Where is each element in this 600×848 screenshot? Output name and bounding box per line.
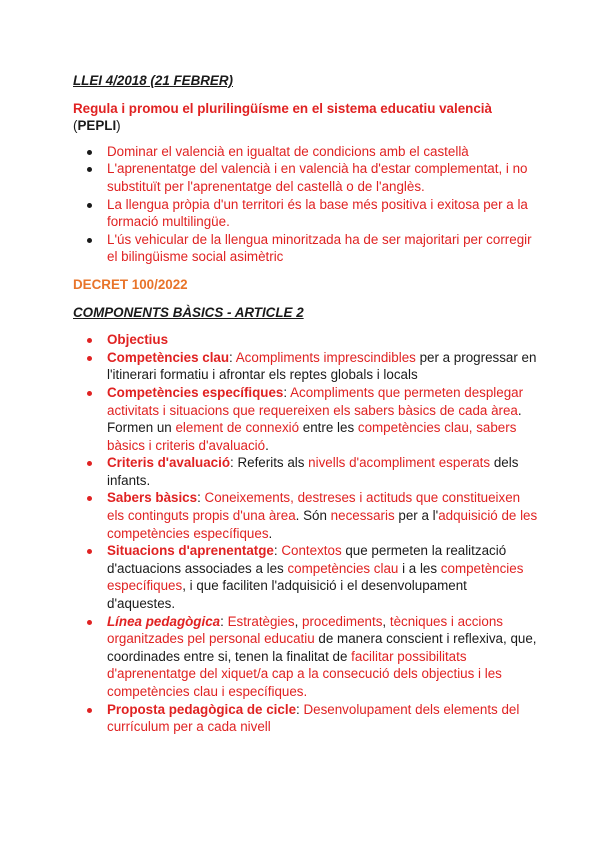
component-text-segment: per a progressar en l'itinerari formatiu i afrontar els reptes globals i locals (107, 349, 537, 383)
component-text-segment: Acompliments que permeten desplegar activitats i situacions que requereixen els sabers bàsics de cada àrea (107, 384, 524, 418)
component-term: Situacions d'aprenentatge (107, 543, 274, 559)
component-item (73, 384, 538, 454)
component-item (73, 701, 538, 736)
component-text-segment: , i que faciliten l'adquisició i el desenvolupament d'aquestes. (107, 578, 467, 612)
component-term: Objectius (107, 332, 169, 348)
component-text-segment: Coneixements, destreses i actituds que constitueixen els continguts propis d'una àrea (107, 490, 521, 524)
component-text-segment: i a les (398, 560, 441, 576)
component-text-segment: . (265, 437, 269, 453)
component-separator: : (273, 543, 282, 559)
component-text-segment: nivells d'acompliment esperats (308, 455, 491, 471)
law-bullet-item: Dominar el valencià en igualtat de condicions amb el castellà (73, 143, 538, 161)
component-term: Sabers bàsics (107, 490, 198, 506)
law-bullet-item: La llengua pròpia d'un territori és la base més positiva i exitosa per a la formació multilingüe. (73, 196, 538, 231)
component-term: Competències clau (107, 349, 230, 365)
component-item (73, 454, 538, 489)
component-item (73, 331, 538, 349)
component-text-segment: adquisició de les competències específiques (107, 508, 538, 541)
law-bullet-list (73, 143, 538, 266)
component-text-segment: tècniques i accions organitzades pel personal educatiu (107, 613, 503, 647)
component-term: Competències específiques (107, 384, 284, 400)
decret-title: DECRET 100/2022 (73, 276, 188, 292)
components-list (73, 331, 538, 736)
component-item (73, 613, 538, 701)
component-term: Línea pedagògica (107, 613, 221, 629)
component-text-segment: . Són (295, 508, 331, 524)
component-text-segment: Referits als (237, 455, 309, 471)
law-subtitle-text: Regula i promou el plurilingüísme en el sistema educatiu valencià (73, 100, 492, 116)
component-text-segment: facilitar possibilitats d'aprenentatge del xiquet/a cap a la consecució dels objectius i les competències clau i específiques. (107, 648, 502, 699)
component-text-segment: per a l' (394, 508, 439, 524)
component-text-segment: Desenvolupament dels elements del currículum per a cada nivell (107, 701, 520, 735)
component-separator: : (230, 455, 238, 471)
component-text-segment: , (382, 613, 390, 629)
component-text-segment: dels infants. (107, 455, 519, 488)
component-text-segment: , (294, 613, 303, 629)
component-term: Proposta pedagògica de cicle (107, 701, 297, 717)
law-subtitle-paren-open: ( (73, 118, 78, 134)
document-content (73, 72, 538, 736)
component-text-segment: Estratègies (227, 613, 295, 629)
component-text-segment: procediments (302, 613, 383, 629)
law-title: LLEI 4/2018 (21 FEBRER) (73, 73, 233, 88)
component-term: Criteris d'avaluació (107, 455, 231, 471)
component-text-segment: . (268, 525, 273, 541)
law-bullet-item: L'aprenentatge del valencià i en valencià ha d'estar complementat, i no substituït per l'aprenentatge del castellà o de l'anglès. (73, 160, 538, 195)
law-subtitle-paren-close: ) (116, 118, 121, 134)
component-text-segment: competències específiques (107, 560, 524, 594)
component-text-segment: de manera conscient i reflexiva, que, coordinades entre si, tenen la finalitat de (107, 631, 537, 664)
component-separator: : (283, 384, 291, 400)
component-text-segment: entre les (299, 420, 358, 436)
component-item (73, 489, 538, 542)
component-text-segment: que permeten la realització d'actuacions associades a les (107, 543, 507, 576)
component-item (73, 542, 538, 612)
component-separator: : (296, 701, 304, 717)
component-separator: : (197, 490, 205, 506)
component-text-segment: necessaris (330, 508, 395, 524)
component-text-segment: competències clau, sabers bàsics i criteris d'avaluació (107, 420, 517, 453)
law-bullet-item: L'ús vehicular de la llengua minoritzada ha de ser majoritari per corregir el bilingüisme social asimètric (73, 231, 538, 266)
components-title: COMPONENTS BÀSICS - ARTICLE 2 (73, 304, 304, 320)
component-separator: : (220, 613, 228, 629)
law-acronym: PEPLI (77, 118, 117, 134)
component-separator: : (229, 349, 236, 365)
component-text-segment: . Formen un (107, 402, 522, 436)
component-text-segment: competències clau (287, 560, 399, 576)
component-item (73, 349, 538, 384)
component-text-segment: element de connexió (175, 420, 300, 436)
component-text-segment: Acompliments imprescindibles (235, 349, 416, 365)
component-text-segment: Contextos (281, 543, 342, 559)
law-subtitle (73, 100, 538, 135)
